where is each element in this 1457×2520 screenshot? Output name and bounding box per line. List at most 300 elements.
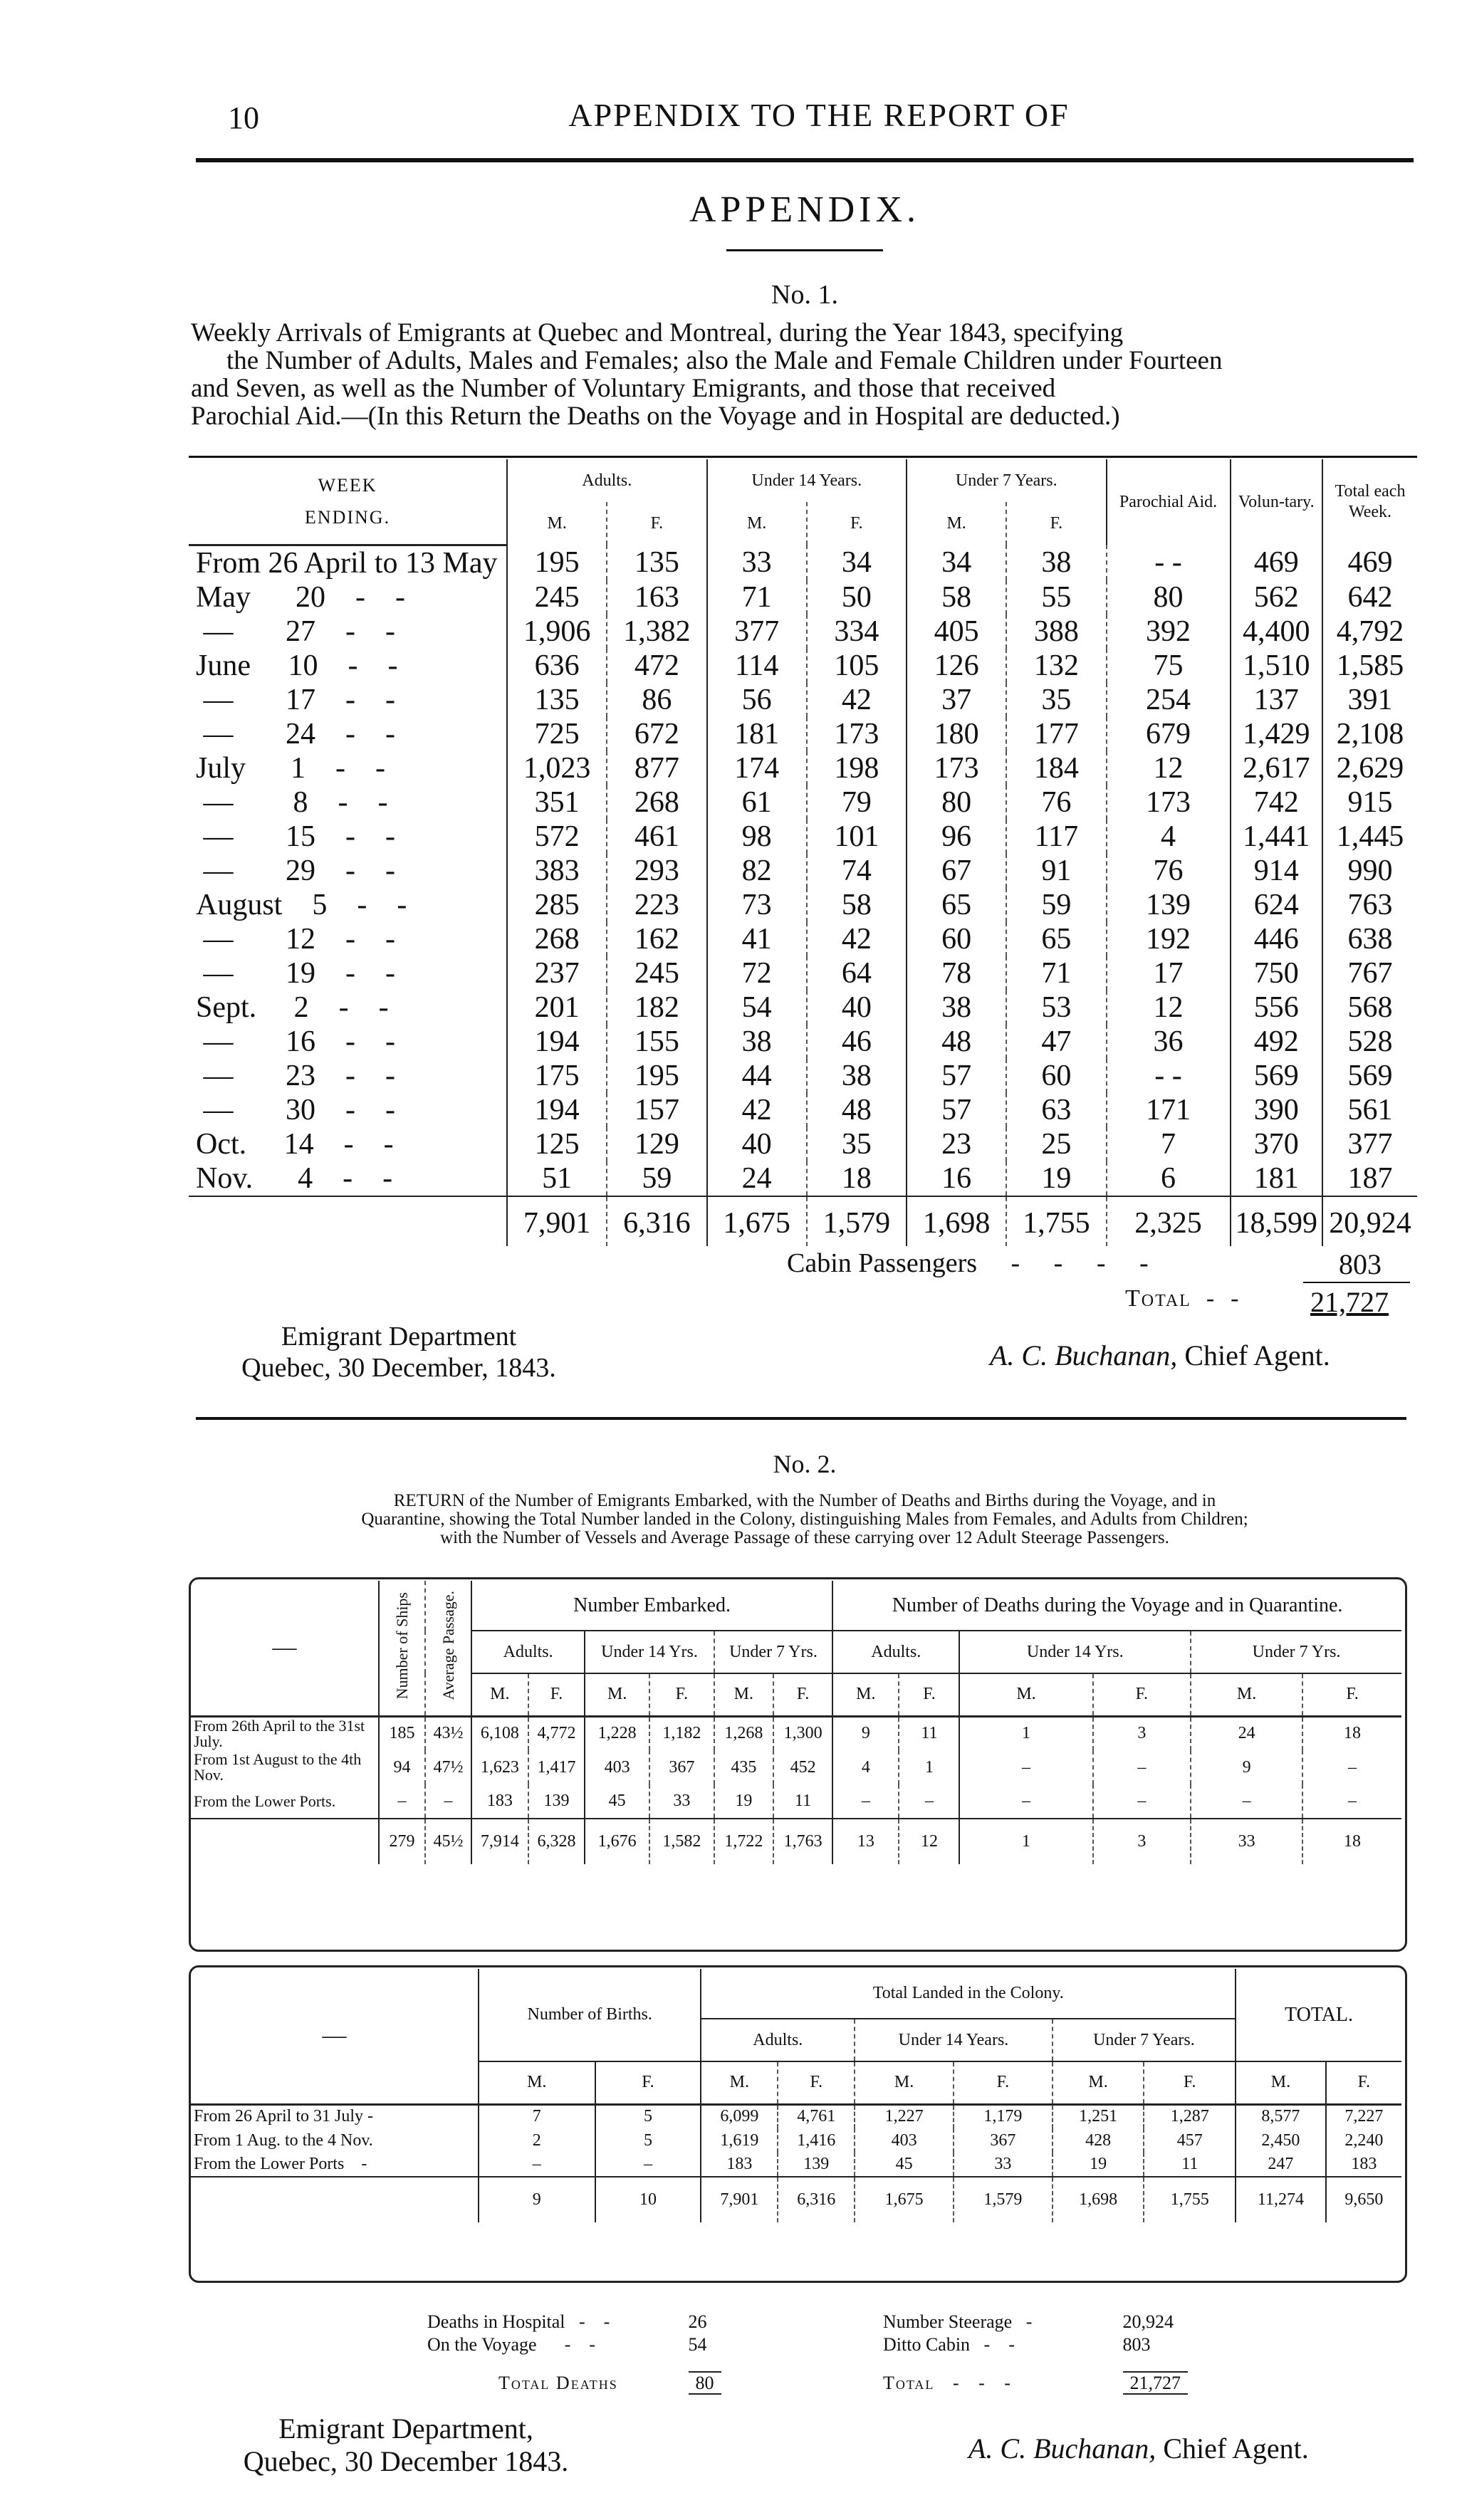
m-header: M. <box>855 2061 954 2104</box>
cell: 194 <box>507 1093 607 1127</box>
cell: 11 <box>1144 2153 1236 2177</box>
summary-value: 20,924 <box>1122 2311 1174 2332</box>
cell: 135 <box>607 545 706 580</box>
cell: 4,761 <box>778 2104 855 2128</box>
cell: — 17 - - <box>196 683 395 716</box>
cell: — 8 - - <box>196 785 388 819</box>
table-row <box>189 820 1417 854</box>
no2-agent <box>968 2432 1309 2465</box>
cell: 183 <box>471 1784 528 1819</box>
cell: – <box>479 2153 595 2177</box>
embarked-header: Number Embarked. <box>471 1581 832 1631</box>
summary-row <box>883 2372 1188 2395</box>
summary-label: Total Deaths <box>498 2373 618 2393</box>
no1-caption-line: the Number of Adults, Males and Females; also the Male and Female Children under Fourteen <box>226 346 1223 375</box>
cell: 76 <box>1006 785 1106 820</box>
cell: 268 <box>507 922 607 956</box>
cell: 94 <box>379 1750 425 1784</box>
no2-stub-header: — <box>322 2022 347 2049</box>
cell: 6,108 <box>471 1716 528 1750</box>
cell: 78 <box>907 956 1006 990</box>
cell: 390 <box>1231 1093 1323 1127</box>
cell: 1,763 <box>773 1819 832 1864</box>
f-header: F. <box>528 1673 585 1716</box>
cell: — 16 - - <box>196 1025 395 1058</box>
table-row <box>191 2153 1401 2177</box>
cell: 877 <box>607 751 706 785</box>
table-row <box>191 2104 1401 2128</box>
cell: From 26th April to the 31st July. <box>194 1716 365 1750</box>
cell: 38 <box>707 1025 807 1059</box>
m-header: M. <box>471 1673 528 1716</box>
cell: – <box>1191 1784 1302 1819</box>
cell: 642 <box>1322 580 1417 615</box>
cell: 403 <box>585 1750 649 1784</box>
cell: 725 <box>507 717 607 751</box>
totals-label <box>191 1819 379 1864</box>
cell: 1,228 <box>585 1716 649 1750</box>
m-header: M. <box>585 1673 649 1716</box>
cell: 461 <box>607 820 706 854</box>
no2-department <box>207 2412 605 2478</box>
m-header: M. <box>832 1673 899 1716</box>
table-row <box>189 1161 1417 1196</box>
no1-caption <box>191 319 1416 430</box>
cell: 41 <box>707 922 807 956</box>
cell: 195 <box>507 545 607 580</box>
table-row <box>189 785 1417 820</box>
cell: 33 <box>649 1784 714 1819</box>
cell: 1,227 <box>855 2104 954 2128</box>
f-header: F. <box>595 2061 701 2104</box>
cell: 181 <box>707 717 807 751</box>
cell: 383 <box>507 854 607 888</box>
cell: 18 <box>807 1161 907 1196</box>
cell: 23 <box>907 1127 1006 1161</box>
cell: 1,268 <box>714 1716 773 1750</box>
table-row <box>189 888 1417 922</box>
cell: 452 <box>773 1750 832 1784</box>
no2-table2 <box>191 1969 1401 2222</box>
f-header: F. <box>1006 502 1106 545</box>
summary-value: 80 <box>689 2371 721 2395</box>
cell: 679 <box>1107 717 1231 751</box>
no2-caption <box>192 1492 1417 1547</box>
cell: Nov. 4 - - <box>196 1161 393 1195</box>
cell: 254 <box>1107 683 1231 717</box>
table-row <box>189 1059 1417 1093</box>
cell: 33 <box>707 545 807 580</box>
cell: 11 <box>773 1784 832 1819</box>
cell: 58 <box>907 580 1006 615</box>
cell: From 1st August to the 4th Nov. <box>194 1750 362 1784</box>
cell: 6,099 <box>701 2104 778 2128</box>
table-row <box>189 1127 1417 1161</box>
adults-header: Adults. <box>832 1631 959 1673</box>
cell: 4 <box>1107 820 1231 854</box>
cell: 5 <box>595 2104 701 2128</box>
cell: 1,579 <box>807 1196 907 1246</box>
summary-value: 26 <box>688 2311 707 2332</box>
table-row <box>189 580 1417 615</box>
cell: 59 <box>1006 888 1106 922</box>
week-ending-header <box>189 459 507 545</box>
cell: 18 <box>1302 1819 1401 1864</box>
cell: 2,325 <box>1107 1196 1231 1246</box>
f-header: F. <box>607 502 706 545</box>
cell: From 26 April to 13 May <box>196 546 498 580</box>
cell: 59 <box>607 1161 706 1196</box>
cell: 8,577 <box>1236 2104 1326 2128</box>
cell: 6 <box>1107 1161 1231 1196</box>
cell: 63 <box>1006 1093 1106 1127</box>
cell: – <box>595 2153 701 2177</box>
cell: 71 <box>707 580 807 615</box>
agent-name: A. C. Buchanan, <box>968 2432 1156 2464</box>
no1-cabin-value: 803 <box>1339 1248 1382 1280</box>
ending-label: ENDING. <box>304 507 391 528</box>
cell: 177 <box>1006 717 1106 751</box>
no2-passenger-summary <box>883 2311 1188 2395</box>
no2-caption-line: RETURN of the Number of Emigrants Embarked, with the Number of Deaths and Births during the Voyage, and in <box>393 1491 1216 1510</box>
cell: 7,227 <box>1326 2104 1401 2128</box>
cell: 19 <box>714 1784 773 1819</box>
cell: 173 <box>807 717 907 751</box>
cell: 1,623 <box>471 1750 528 1784</box>
summary-label: Total - - - <box>883 2373 1012 2393</box>
no1-total-rule <box>1303 1282 1410 1283</box>
cell: 171 <box>1107 1093 1231 1127</box>
cell: 82 <box>707 854 807 888</box>
cell: — 29 - - <box>196 854 395 887</box>
cell: 61 <box>707 785 807 820</box>
cell: 9,650 <box>1326 2177 1401 2222</box>
summary-row <box>427 2333 721 2356</box>
cell: 4 <box>832 1750 899 1784</box>
cell: 194 <box>507 1025 607 1059</box>
cell: 184 <box>1006 751 1106 785</box>
totals-label <box>191 2177 479 2222</box>
no2-stub-header: — <box>272 1634 297 1661</box>
no1-total-value: 21,727 <box>1310 1286 1389 1318</box>
cell: 42 <box>807 922 907 956</box>
cell: 132 <box>1006 649 1106 683</box>
no1-number: No. 1. <box>771 280 838 310</box>
cell: 561 <box>1322 1093 1417 1127</box>
table-row <box>189 751 1417 785</box>
cell: 6,316 <box>778 2177 855 2222</box>
cell: 38 <box>1006 545 1106 580</box>
cell: 55 <box>1006 580 1106 615</box>
cell: 569 <box>1231 1059 1323 1093</box>
cell: 48 <box>907 1025 1006 1059</box>
ships-header <box>379 1581 425 1716</box>
cell: 636 <box>507 649 607 683</box>
week-label: WEEK <box>318 475 377 496</box>
cell: 174 <box>707 751 807 785</box>
cell: — 19 - - <box>196 956 395 990</box>
cell: 19 <box>1006 1161 1106 1196</box>
cell: — 24 - - <box>196 717 395 751</box>
summary-row <box>427 2372 721 2395</box>
cell: 1,441 <box>1231 820 1323 854</box>
cell: 73 <box>707 888 807 922</box>
cell: 1,698 <box>907 1196 1006 1246</box>
cell: 192 <box>1107 922 1231 956</box>
cell: 1,698 <box>1053 2177 1144 2222</box>
cell: 4,792 <box>1322 615 1417 649</box>
total-header: TOTAL. <box>1236 1969 1401 2061</box>
cell: – <box>899 1784 959 1819</box>
cell: 446 <box>1231 922 1323 956</box>
cell: 624 <box>1231 888 1323 922</box>
cell: 48 <box>807 1093 907 1127</box>
cell: 3 <box>1093 1819 1191 1864</box>
avg-label: Average Passage. <box>439 1590 457 1700</box>
cell: 1,582 <box>649 1819 714 1864</box>
f-header: F. <box>773 1673 832 1716</box>
cell: 180 <box>907 717 1006 751</box>
cell: 173 <box>1107 785 1231 820</box>
cell: 392 <box>1107 615 1231 649</box>
cell: 80 <box>907 785 1006 820</box>
cell: 34 <box>907 545 1006 580</box>
cell: 201 <box>507 990 607 1025</box>
cell: 45 <box>585 1784 649 1819</box>
cell: 47½ <box>425 1750 471 1784</box>
cell: 60 <box>1006 1059 1106 1093</box>
cell: 7 <box>479 2104 595 2128</box>
cell: 12 <box>1107 990 1231 1025</box>
cell: – <box>425 1784 471 1819</box>
cell: 1,251 <box>1053 2104 1144 2128</box>
cell: 377 <box>707 615 807 649</box>
adults-header: Adults. <box>471 1631 585 1673</box>
cell: 18 <box>1302 1716 1401 1750</box>
table-row <box>191 1716 1401 1750</box>
cell: 76 <box>1107 854 1231 888</box>
cell: 245 <box>507 580 607 615</box>
cell: 12 <box>1107 751 1231 785</box>
cell: 1,182 <box>649 1716 714 1750</box>
table-row <box>191 1784 1401 1819</box>
cell: 40 <box>707 1127 807 1161</box>
summary-label: On the Voyage - - <box>427 2334 595 2355</box>
cell: 43½ <box>425 1716 471 1750</box>
table-row <box>189 854 1417 888</box>
cell: 6,328 <box>528 1819 585 1864</box>
cell: 767 <box>1322 956 1417 990</box>
cell: — 23 - - <box>196 1059 395 1092</box>
summary-value: 54 <box>688 2334 707 2355</box>
cell: 334 <box>807 615 907 649</box>
table-row <box>189 649 1417 683</box>
cell: 75 <box>1107 649 1231 683</box>
cell: – <box>832 1784 899 1819</box>
cell: 1,510 <box>1231 649 1323 683</box>
cell: 1,179 <box>954 2104 1053 2128</box>
cell: 40 <box>807 990 907 1025</box>
cell: 556 <box>1231 990 1323 1025</box>
cell: 86 <box>607 683 706 717</box>
table-row <box>189 956 1417 990</box>
cell: 457 <box>1144 2128 1236 2153</box>
agent-title: Chief Agent. <box>1184 1339 1330 1371</box>
cell: 60 <box>907 922 1006 956</box>
cell: 54 <box>707 990 807 1025</box>
cell: 569 <box>1322 1059 1417 1093</box>
summary-label: Ditto Cabin - - <box>883 2334 1015 2355</box>
cell: 45½ <box>425 1819 471 1864</box>
totals-label <box>189 1196 507 1246</box>
cell: 175 <box>507 1059 607 1093</box>
no2-number: No. 2. <box>773 1450 837 1478</box>
no1-table-top-rule <box>189 456 1417 458</box>
cell: 1,579 <box>954 2177 1053 2222</box>
cell: Sept. 2 - - <box>196 990 389 1024</box>
table-row <box>189 545 1417 580</box>
cell: 65 <box>907 888 1006 922</box>
summary-value: 803 <box>1122 2334 1151 2355</box>
cell: 1,906 <box>507 615 607 649</box>
cell: 572 <box>507 820 607 854</box>
cell: 58 <box>807 888 907 922</box>
cell: 1,417 <box>528 1750 585 1784</box>
cell: 1,287 <box>1144 2104 1236 2128</box>
cell: August 5 - - <box>196 888 407 921</box>
cell: 11 <box>899 1716 959 1750</box>
cell: 137 <box>1231 683 1323 717</box>
cell: 163 <box>607 580 706 615</box>
m-header: M. <box>907 502 1006 545</box>
cell: 2,629 <box>1322 751 1417 785</box>
f-header: F. <box>649 1673 714 1716</box>
cell: 377 <box>1322 1127 1417 1161</box>
table-row <box>189 1025 1417 1059</box>
cell: 391 <box>1322 683 1417 717</box>
cell: 38 <box>907 990 1006 1025</box>
header-rule <box>196 158 1414 162</box>
cell: 117 <box>1006 820 1106 854</box>
cell: 98 <box>707 820 807 854</box>
m-header: M. <box>479 2061 595 2104</box>
cell: 1,445 <box>1322 820 1417 854</box>
cell: 139 <box>778 2153 855 2177</box>
births-header: Number of Births. <box>479 1969 701 2061</box>
summary-row <box>427 2311 721 2333</box>
no2-deaths-summary <box>427 2311 721 2395</box>
cell: 157 <box>607 1093 706 1127</box>
cell: 125 <box>507 1127 607 1161</box>
no1-totals-row <box>189 1196 1417 1246</box>
cell: 12 <box>899 1819 959 1864</box>
no2-totals2-row <box>191 2177 1401 2222</box>
cell: 367 <box>954 2128 1053 2153</box>
cell: 79 <box>807 785 907 820</box>
cell: 237 <box>507 956 607 990</box>
m-header: M. <box>507 502 607 545</box>
cell: 24 <box>707 1161 807 1196</box>
cell: 187 <box>1322 1161 1417 1196</box>
table-row <box>189 717 1417 751</box>
summary-label: Deaths in Hospital - - <box>427 2311 610 2332</box>
cell: 7 <box>1107 1127 1231 1161</box>
cell: 45 <box>855 2153 954 2177</box>
cell: 46 <box>807 1025 907 1059</box>
cell: 101 <box>807 820 907 854</box>
cell: From the Lower Ports - <box>194 2155 367 2173</box>
cell: 1,722 <box>714 1819 773 1864</box>
summary-label: Number Steerage - <box>883 2311 1033 2332</box>
cell: 6,316 <box>607 1196 706 1246</box>
u14-header: Under 14 Yrs. <box>959 1631 1191 1673</box>
cell: 65 <box>1006 922 1106 956</box>
deaths-header: Number of Deaths during the Voyage and in Quarantine. <box>832 1581 1401 1631</box>
cell: 80 <box>1107 580 1231 615</box>
under14-header: Under 14 Years. <box>707 459 907 502</box>
adults-header: Adults. <box>507 459 707 502</box>
cell: 53 <box>1006 990 1106 1025</box>
f-header: F. <box>1302 1673 1401 1716</box>
f-header: F. <box>1326 2061 1401 2104</box>
m-header: M. <box>714 1673 773 1716</box>
agent-title: Chief Agent. <box>1163 2432 1309 2464</box>
cell: 268 <box>607 785 706 820</box>
cell: 105 <box>807 649 907 683</box>
cell: 3 <box>1093 1716 1191 1750</box>
u14-header: Under 14 Years. <box>855 2019 1053 2061</box>
no1-caption-line: Weekly Arrivals of Emigrants at Quebec and Montreal, during the Year 1843, specifying <box>191 318 1124 347</box>
cell: 74 <box>807 854 907 888</box>
m-header: M. <box>1053 2061 1144 2104</box>
table-row <box>189 922 1417 956</box>
cell: 64 <box>807 956 907 990</box>
table-row <box>189 1093 1417 1127</box>
cell: Oct. 14 - - <box>196 1127 394 1161</box>
cell: 428 <box>1053 2128 1144 2153</box>
cell: 279 <box>379 1819 425 1864</box>
dept-line: Quebec, 30 December, 1843. <box>241 1353 556 1383</box>
no1-cabin-label: Cabin Passengers - - - - <box>787 1248 1149 1278</box>
cell: — 15 - - <box>196 820 395 853</box>
cell: 34 <box>807 545 907 580</box>
no2-caption-line: Quarantine, showing the Total Number landed in the Colony, distinguishing Males from Females, and Adults from Children; <box>361 1510 1248 1529</box>
cell: From the Lower Ports. <box>194 1792 336 1810</box>
cell: — 27 - - <box>196 615 395 648</box>
cell: 9 <box>1191 1750 1302 1784</box>
cell: 223 <box>607 888 706 922</box>
no1-department <box>214 1321 584 1384</box>
no1-total-label: Total - - <box>1125 1285 1241 1312</box>
cell: 181 <box>1231 1161 1323 1196</box>
summary-row <box>883 2311 1188 2333</box>
cell: 57 <box>907 1093 1006 1127</box>
cell: 2,450 <box>1236 2128 1326 2153</box>
cell: 405 <box>907 615 1006 649</box>
dept-line: Quebec, 30 December 1843. <box>243 2445 569 2477</box>
cell: 139 <box>528 1784 585 1819</box>
cell: 57 <box>907 1059 1006 1093</box>
ships-label: Number of Ships <box>392 1591 411 1699</box>
cell: 18,599 <box>1231 1196 1323 1246</box>
cell: 4,400 <box>1231 615 1323 649</box>
cell: 763 <box>1322 888 1417 922</box>
cell: May 20 - - <box>196 580 405 614</box>
cell: 42 <box>807 683 907 717</box>
cell: 1,429 <box>1231 717 1323 751</box>
cell: 638 <box>1322 922 1417 956</box>
summary-value: 21,727 <box>1123 2371 1189 2395</box>
